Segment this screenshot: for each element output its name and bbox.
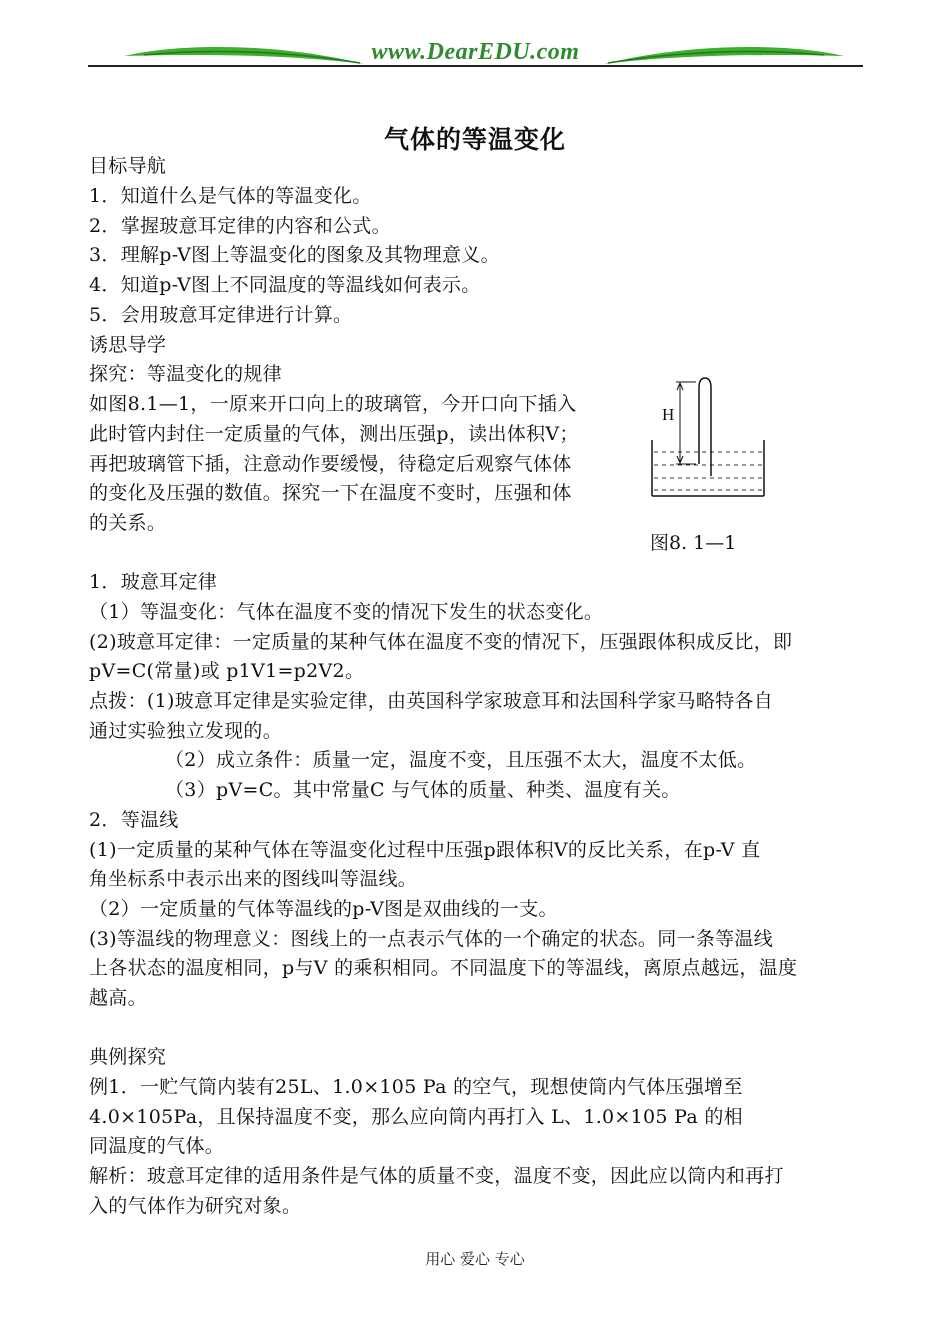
page-footer: 用心 爱心 专心 (425, 1250, 525, 1268)
body-line: 解析：玻意耳定律的适用条件是气体的质量不变，温度不变，因此应以筒内和再打 (89, 1165, 784, 1187)
body-line: 探究：等温变化的规律 (89, 363, 283, 385)
body-line: (3)等温线的物理意义：图线上的一点表示气体的一个确定的状态。同一条等温线 (89, 928, 774, 950)
body-line: （1）等温变化：气体在温度不变的情况下发生的状态变化。 (89, 601, 604, 623)
body-line: 4.0×105Pa，且保持温度不变，那么应向筒内再打入 L、1.0×105 Pa 的相 (89, 1106, 743, 1128)
body-line: (2)玻意耳定律：一定质量的某种气体在温度不变的情况下，压强跟体积成反比，即 (89, 631, 793, 653)
body-line: 入的气体作为研究对象。 (89, 1195, 302, 1217)
body-line: 的变化及压强的数值。探究一下在温度不变时，压强和体 (89, 482, 572, 504)
body-line: 例1．一贮气筒内装有25L、1.0×105 Pa 的空气，现想使筒内气体压强增至 (89, 1076, 743, 1098)
body-line: 如图8.1—1，一原来开口向上的玻璃管，今开口向下插入 (89, 393, 577, 415)
section-heading: 诱思导学 (89, 334, 167, 356)
body-line: （2）成立条件：质量一定，温度不变，且压强不太大，温度不太低。 (165, 749, 757, 771)
body-line: （2）一定质量的气体等温线的p-V图是双曲线的一支。 (89, 898, 558, 920)
body-line: 通过实验独立发现的。 (89, 720, 283, 742)
body-line: 再把玻璃管下插，注意动作要缓慢，待稳定后观察气体体 (89, 453, 572, 475)
page-title: 气体的等温变化 (383, 125, 566, 154)
body-line: 3．理解p-V图上等温变化的图象及其物理意义。 (89, 244, 500, 266)
site-logo-text: www.DearEDU.com (371, 39, 580, 65)
body-line: (1)一定质量的某种气体在等温变化过程中压强p跟体积V的反比关系，在p-V 直 (89, 839, 761, 861)
body-line: 点拨：(1)玻意耳定律是实验定律，由英国科学家玻意耳和法国科学家马略特各自 (89, 690, 774, 712)
body-line: 2．掌握玻意耳定律的内容和公式。 (89, 215, 391, 237)
body-line: 此时管内封住一定质量的气体，测出压强p，读出体积V； (89, 423, 579, 445)
body-line: pV=C(常量)或 p1V1=p2V2。 (89, 660, 365, 682)
section-heading: 1．玻意耳定律 (89, 571, 218, 593)
body-line: 角坐标系中表示出来的图线叫等温线。 (89, 868, 418, 890)
body-line: 4．知道p-V图上不同温度的等温线如何表示。 (89, 274, 481, 296)
section-heading: 2．等温线 (89, 809, 179, 831)
page-header (88, 36, 863, 70)
tube-figure (640, 368, 770, 518)
body-line: （3）pV=C。其中常量C 与气体的质量、种类、温度有关。 (165, 779, 681, 801)
body-line: 同温度的气体。 (89, 1135, 225, 1157)
figure-height-label: H (662, 405, 675, 424)
figure-caption: 图8. 1—1 (650, 532, 737, 554)
section-heading: 典例探究 (89, 1046, 167, 1068)
body-line: 越高。 (89, 987, 147, 1009)
body-line: 上各状态的温度相同，p与V 的乘积相同。不同温度下的等温线，离原点越远，温度 (89, 957, 798, 979)
body-line: 5．会用玻意耳定律进行计算。 (89, 304, 353, 326)
section-heading: 目标导航 (89, 155, 167, 177)
body-line: 1．知道什么是气体的等温变化。 (89, 185, 372, 207)
header-rule (88, 65, 863, 67)
body-line: 的关系。 (89, 512, 167, 534)
